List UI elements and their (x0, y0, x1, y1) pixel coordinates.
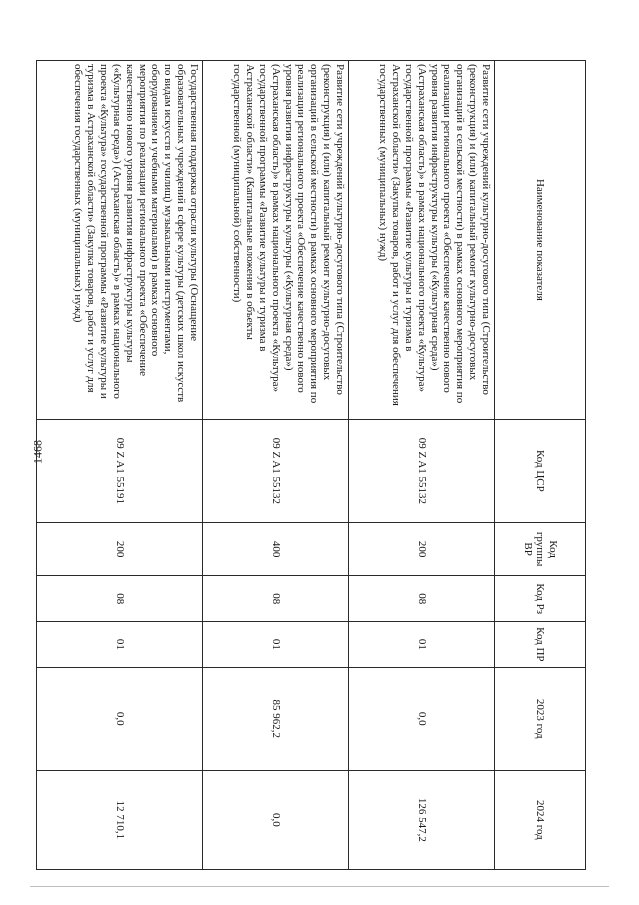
header-2023: 2023 год (495, 667, 586, 770)
row-2023: 0,0 (349, 667, 495, 770)
table-row (37, 61, 203, 870)
row-pr: 01 (203, 622, 349, 668)
row-name: Развитие сети учреждений культурно-досугового типа (Строительство (реконструкция) и (или) капитальный ремонт культурно-досуговых организаций в сельской местности) в рамках основного мероприятия по реализации регионального проекта «Обеспечение качественно нового уровня развития инфраструктуры культуры («Культурная среда») (Астраханская область)» в рамках национального проекта «Культура» государственной программы «Развитие культуры и туризма в Астраханской области» (Капитальные вложения в объекты государственной (муниципальной) собственности) (203, 61, 349, 420)
header-vr: Код группы ВР (495, 522, 586, 575)
row-2023: 0,0 (37, 667, 203, 770)
row-2023: 85 962,2 (203, 667, 349, 770)
row-name: Развитие сети учреждений культурно-досугового типа (Строительство (реконструкция) и (или) капитальный ремонт культурно-досуговых организаций в сельской местности) в рамках основного мероприятия по реализации регионального проекта «Обеспечение качественно нового уровня развития инфраструктуры культуры («Культурная среда») (Астраханская область)» в рамках национального проекта «Культура» государственной программы «Развитие культуры и туризма в Астраханской области» (Закупка товаров, работ и услуг для обеспечения государственных (муниципальных) нужд) (349, 61, 495, 420)
row-vr: 200 (37, 522, 203, 575)
row-csr: 09 Z A1 55191 (37, 419, 203, 522)
header-pr: Код ПР (495, 622, 586, 668)
row-vr: 200 (349, 522, 495, 575)
table-header-row (495, 61, 586, 870)
table-row (203, 61, 349, 870)
row-pr: 01 (349, 622, 495, 668)
row-pr: 01 (37, 622, 203, 668)
row-2024: 126 547,2 (349, 770, 495, 869)
table-row (349, 61, 495, 870)
header-rz: Код Рз (495, 576, 586, 622)
row-name: Государственная поддержка отрасли культуры (Оснащение образовательных учреждений в сфере культуры (детских школ искусств по видам искусств и училищ) музыкальными инструментами, оборудованием и учебными материалами) в рамках основного мероприятия по реализации регионального проекта «Обеспечение качественно нового уровня развития инфраструктуры культуры («Культурная среда») (Астраханская область)» в рамках национального проекта «Культура» государственной программы «Развитие культуры и туризма в Астраханской области» (Закупка товаров, работ и услуг для обеспечения государственных (муниципальных) нужд) (37, 61, 203, 420)
header-2024: 2024 год (495, 770, 586, 869)
header-csr: Код ЦСР (495, 419, 586, 522)
header-name: Наименование показателя (495, 61, 586, 420)
row-csr: 09 Z A1 55132 (349, 419, 495, 522)
page-number: 1468 (30, 440, 45, 464)
row-2024: 12 710,1 (37, 770, 203, 869)
row-rz: 08 (203, 576, 349, 622)
bottom-divider (30, 886, 609, 887)
row-vr: 400 (203, 522, 349, 575)
row-csr: 09 Z A1 55132 (203, 419, 349, 522)
budget-table (36, 60, 586, 870)
row-rz: 08 (37, 576, 203, 622)
row-2024: 0,0 (203, 770, 349, 869)
row-rz: 08 (349, 576, 495, 622)
rotated-table-wrapper (72, 60, 586, 870)
